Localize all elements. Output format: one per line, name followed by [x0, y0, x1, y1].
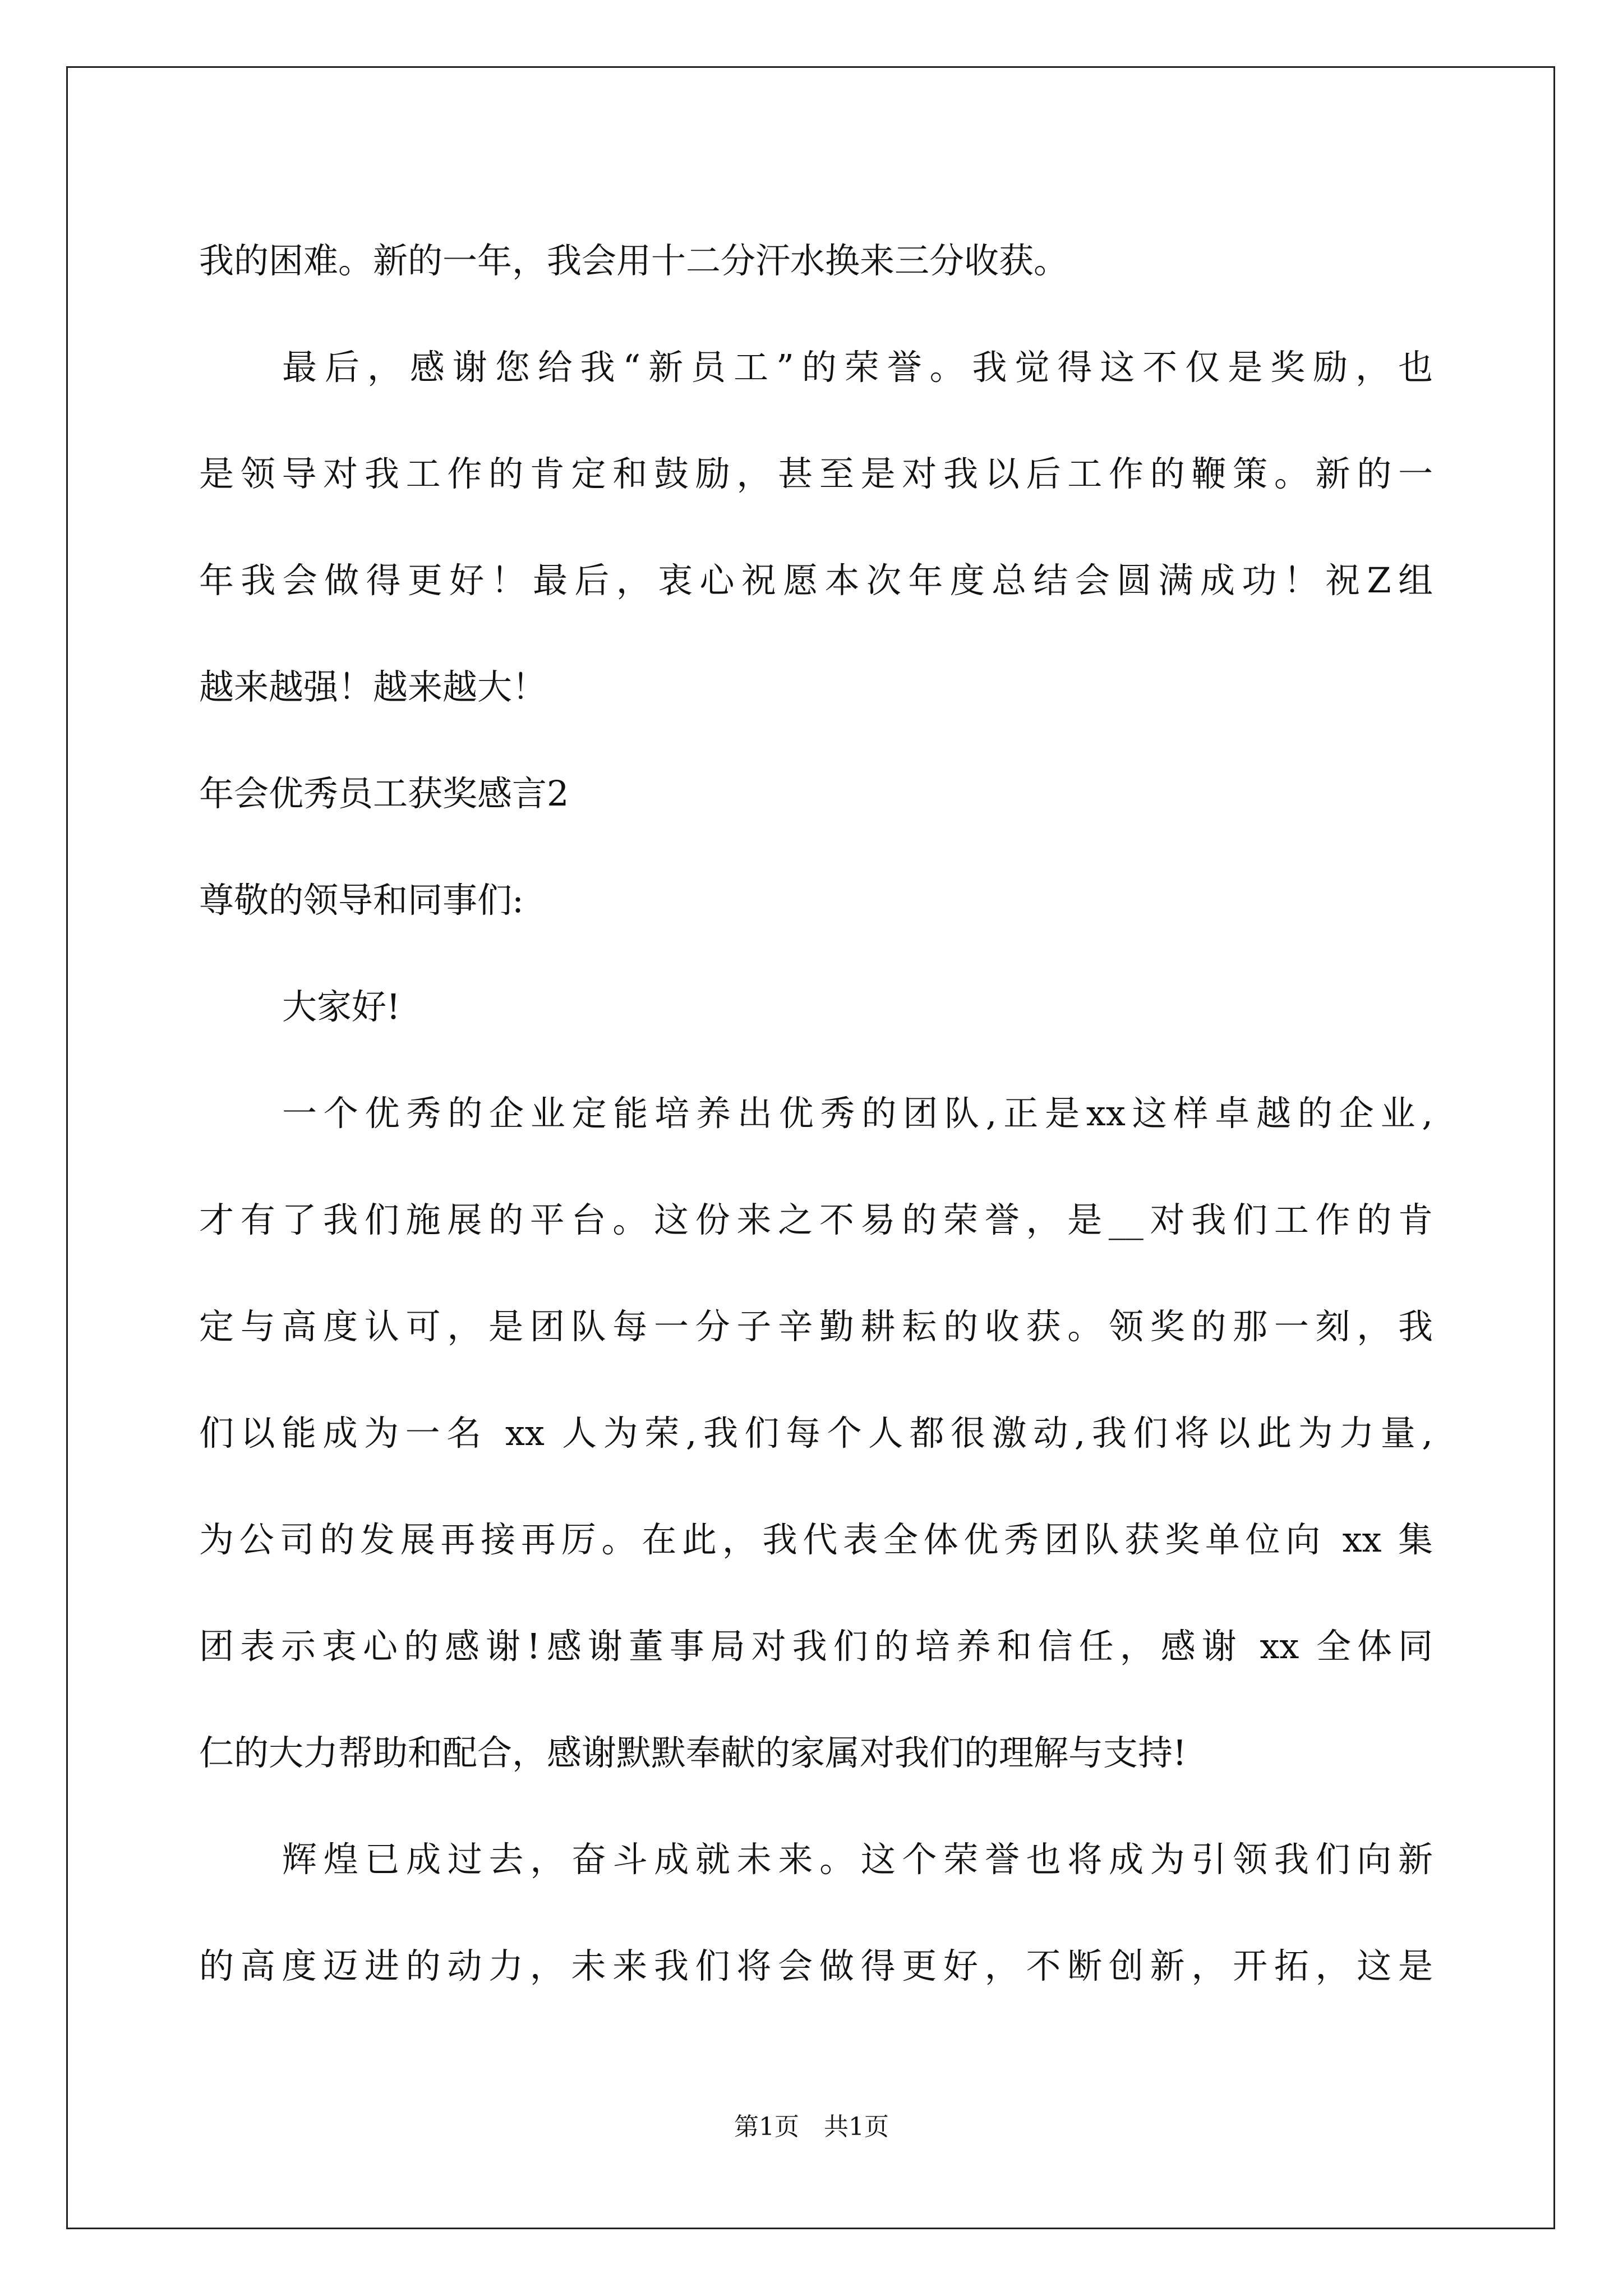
text-line: 越来越强！越来越大！	[199, 666, 547, 707]
page-footer	[0, 2106, 1623, 2142]
document-body	[199, 208, 1433, 2019]
text-line: 为公司的发展再接再厉。在此，我代表全体优秀团队获奖单位向 xx 集	[199, 1519, 1433, 1560]
text-line: 最后，感谢您给我“新员工”的荣誉。我觉得这不仅是奖励，也	[282, 347, 1433, 388]
text-line: 年我会做得更好！最后，衷心祝愿本次年度总结会圆满成功！祝Z组	[199, 560, 1433, 601]
text-line: 们以能成为一名 xx 人为荣,我们每个人都很激动,我们将以此为力量,	[199, 1412, 1433, 1453]
text-line: 辉煌已成过去，奋斗成就未来。这个荣誉也将成为引领我们向新	[282, 1839, 1433, 1880]
text-line: 才有了我们施展的平台。这份来之不易的荣誉，是__对我们工作的肯	[199, 1199, 1433, 1240]
greeting: 大家好!	[282, 986, 400, 1027]
text-line: 是领导对我工作的肯定和鼓励，甚至是对我以后工作的鞭策。新的一	[199, 453, 1433, 494]
page-total: 共1页	[824, 2113, 889, 2141]
text-line: 的高度迈进的动力，未来我们将会做得更好，不断创新，开拓，这是	[199, 1945, 1433, 1986]
salutation: 尊敬的领导和同事们:	[199, 880, 524, 921]
text-line: 定与高度认可，是团队每一分子辛勤耕耘的收获。领奖的那一刻，我	[199, 1306, 1433, 1347]
page-number: 第1页	[734, 2113, 799, 2141]
text-line: 我的困难。新的一年，我会用十二分汗水换来三分收获。	[199, 240, 1069, 281]
section-heading: 年会优秀员工获奖感言2	[199, 773, 569, 814]
text-line: 团表示衷心的感谢!感谢董事局对我们的培养和信任，感谢 xx 全体同	[199, 1626, 1433, 1667]
text-line: 仁的大力帮助和配合，感谢默默奉献的家属对我们的理解与支持!	[199, 1732, 1187, 1773]
text-line: 一个优秀的企业定能培养出优秀的团队,正是xx这样卓越的企业,	[282, 1093, 1433, 1134]
